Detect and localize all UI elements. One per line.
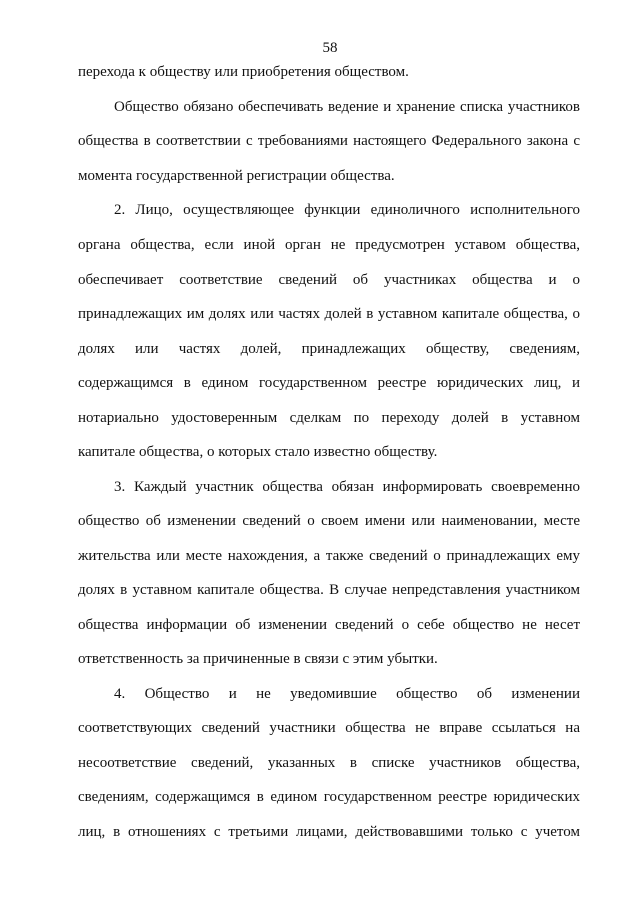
text-line: момента государственной регистрации общества. xyxy=(78,168,395,184)
text-line: общества в соответствии с требованиями настоящего Федерального закона с xyxy=(78,133,580,149)
text-line: органа общества, если иной орган не предусмотрен уставом общества, xyxy=(78,237,580,253)
text-line: долях или частях долей, принадлежащих обществу, сведениям, xyxy=(78,341,580,357)
text-line: долях в уставном капитале общества. В случае непредставления участником xyxy=(78,582,580,598)
paragraph-first-line: 4. Общество и не уведомившие общество об изменении xyxy=(114,686,580,702)
text-line: общество об изменении сведений о своем имени или наименовании, месте xyxy=(78,513,580,529)
paragraph-first-line: 3. Каждый участник общества обязан информировать своевременно xyxy=(114,479,580,495)
text-line: сведениям, содержащимся в едином государственном реестре юридических xyxy=(78,789,580,805)
text-line: жительства или месте нахождения, а также сведений о принадлежащих ему xyxy=(78,548,580,564)
text-line: капитале общества, о которых стало известно обществу. xyxy=(78,444,438,460)
text-line: содержащимся в едином государственном реестре юридических лиц, и xyxy=(78,375,580,391)
text-line: несоответствие сведений, указанных в списке участников общества, xyxy=(78,755,580,771)
text-line: перехода к обществу или приобретения обществом. xyxy=(78,64,409,80)
text-line: ответственность за причиненные в связи с этим убытки. xyxy=(78,651,438,667)
page-number: 58 xyxy=(322,40,338,56)
paragraph-first-line: 2. Лицо, осуществляющее функции единоличного исполнительного xyxy=(114,202,580,218)
text-line: общества информации об изменении сведений о себе общество не несет xyxy=(78,617,580,633)
text-line: лиц, в отношениях с третьими лицами, действовавшими только с учетом xyxy=(78,824,580,840)
text-line: соответствующих сведений участники общества не вправе ссылаться на xyxy=(78,720,580,736)
text-line: нотариально удостоверенным сделкам по переходу долей в уставном xyxy=(78,410,580,426)
paragraph-first-line: Общество обязано обеспечивать ведение и хранение списка участников xyxy=(114,99,580,115)
text-line: принадлежащих им долях или частях долей в уставном капитале общества, о xyxy=(78,306,580,322)
text-line: обеспечивает соответствие сведений об участниках общества и о xyxy=(78,272,580,288)
